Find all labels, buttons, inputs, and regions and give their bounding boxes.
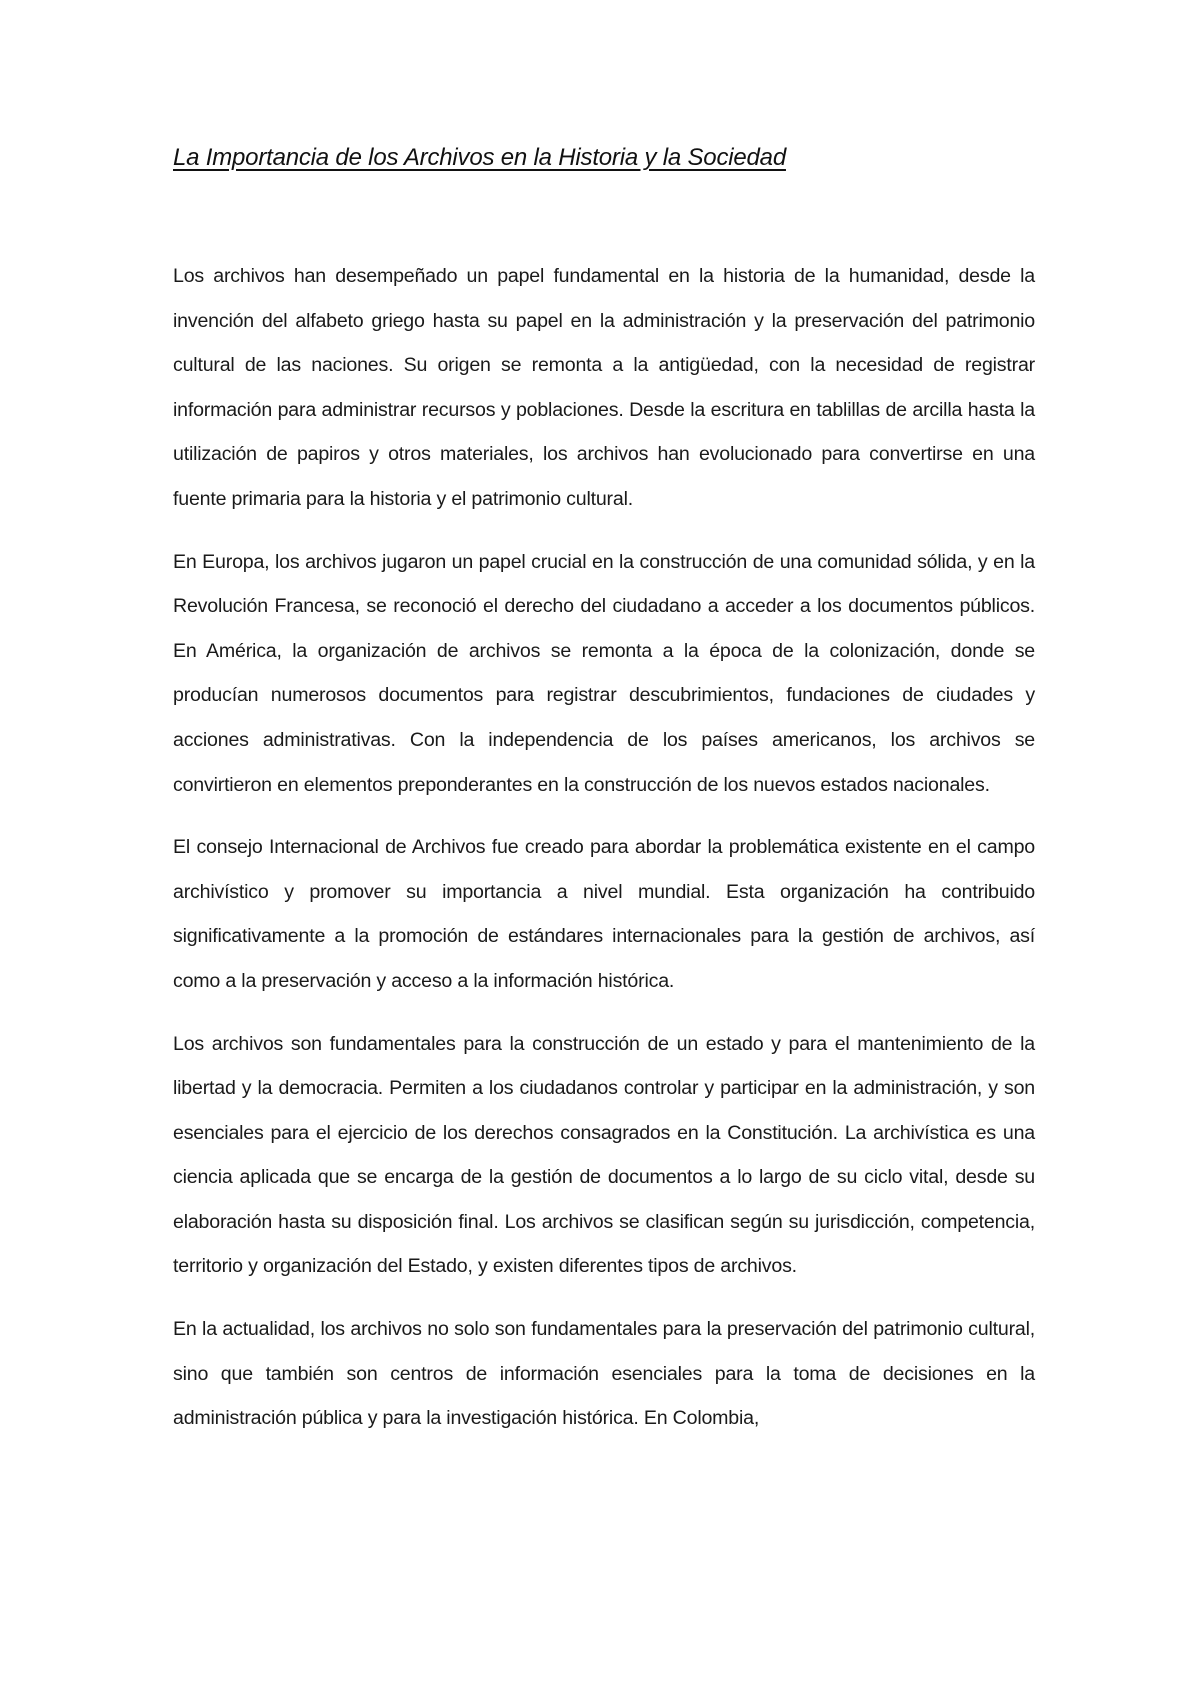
document-content <box>173 142 1035 1459</box>
paragraph-3: El consejo Internacional de Archivos fue creado para abordar la problemática existente en el campo archivístico y promover su importancia a nivel mundial. Esta organización ha contribuido significativamente a la promoción de estándares internacionales para la gestión de archivos, así como a la preservación y acceso a la información histórica. <box>173 836 1035 992</box>
paragraph-2: En Europa, los archivos jugaron un papel crucial en la construcción de una comunidad sólida, y en la Revolución Francesa, se reconoció el derecho del ciudadano a acceder a los documentos públicos. En América, la organización de archivos se remonta a la época de la colonización, donde se producían numerosos documentos para registrar descubrimientos, fundaciones de ciudades y acciones administrativas. Con la independencia de los países americanos, los archivos se convirtieron en elementos preponderantes en la construcción de los nuevos estados nacionales. <box>173 550 1035 796</box>
paragraph-1: Los archivos han desempeñado un papel fundamental en la historia de la humanidad, desde la invención del alfabeto griego hasta su papel en la administración y la preservación del patrimonio cultural de las naciones. Su origen se remonta a la antigüedad, con la necesidad de registrar información para administrar recursos y poblaciones. Desde la escritura en tablillas de arcilla hasta la utilización de papiros y otros materiales, los archivos han evolucionado para convertirse en una fuente primaria para la historia y el patrimonio cultural. <box>173 265 1035 510</box>
paragraph-4: Los archivos son fundamentales para la construcción de un estado y para el mantenimiento de la libertad y la democracia. Permiten a los ciudadanos controlar y participar en la administración, y son esenciales para el ejercicio de los derechos consagrados en la Constitución. La archivística es una ciencia aplicada que se encarga de la gestión de documentos a lo largo de su ciclo vital, desde su elaboración hasta su disposición final. Los archivos se clasifican según su jurisdicción, competencia, territorio y organización del Estado, y existen diferentes tipos de archivos. <box>173 1032 1035 1278</box>
document-body <box>173 254 1035 1441</box>
document-title: La Importancia de los Archivos en la Historia y la Sociedad <box>173 144 786 171</box>
paragraph-5: En la actualidad, los archivos no solo son fundamentales para la preservación del patrimonio cultural, sino que también son centros de información esenciales para la toma de decisiones en la administración pública y para la investigación histórica. En Colombia, <box>173 1318 1035 1430</box>
